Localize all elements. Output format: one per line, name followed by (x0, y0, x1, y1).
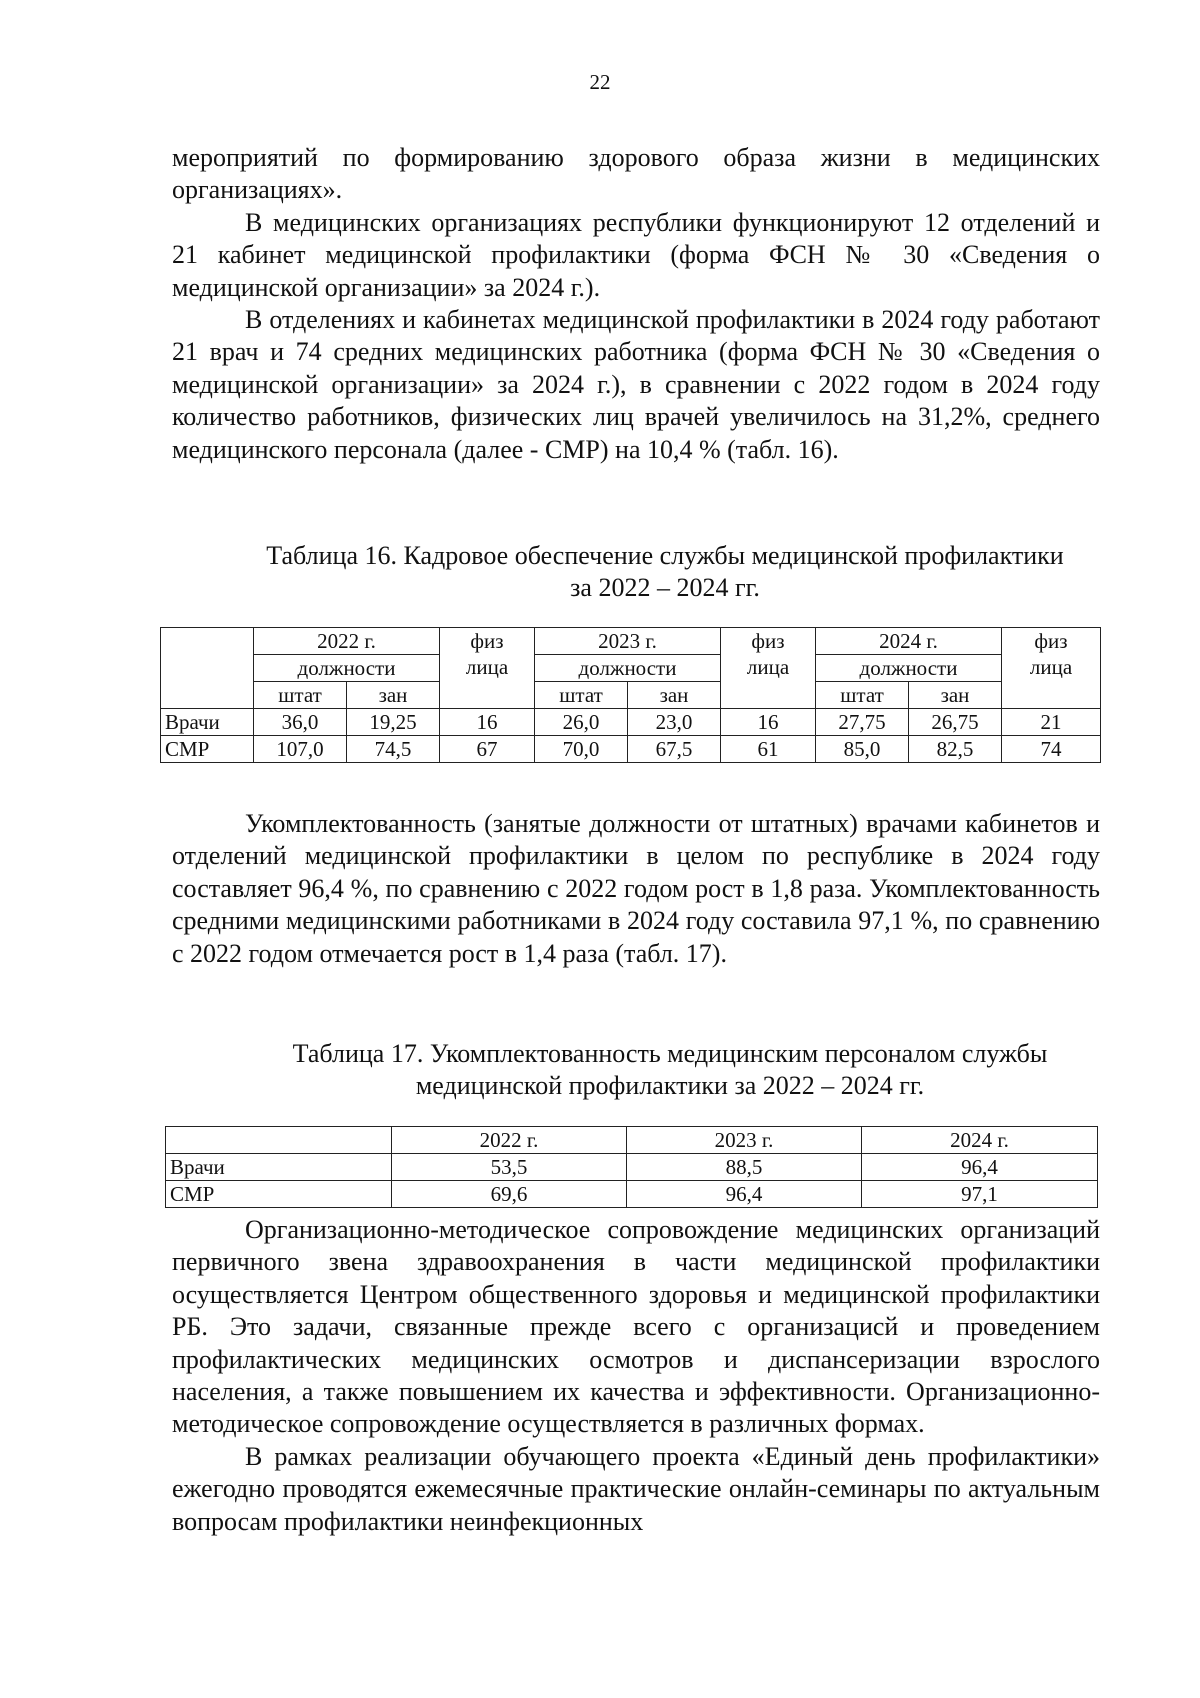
table-row (166, 1181, 1098, 1208)
table-cell: 27,75 (816, 709, 909, 736)
table-cell: 53,5 (392, 1154, 627, 1181)
year-header: 2024 г. (862, 1127, 1098, 1154)
phys-persons-header (721, 628, 816, 709)
table-cell: 26,75 (909, 709, 1002, 736)
table-cell: 97,1 (862, 1181, 1098, 1208)
phys-persons-header (440, 628, 535, 709)
row-label: СМР (161, 736, 254, 763)
table-cell: 88,5 (627, 1154, 862, 1181)
caption-line: Таблица 16. Кадровое обеспечение службы медицинской профилактики (266, 541, 1064, 570)
table-cell: 82,5 (909, 736, 1002, 763)
middle-text (172, 808, 1100, 970)
table-cell: 67,5 (628, 736, 721, 763)
table-cell: 96,4 (862, 1154, 1098, 1181)
paragraph: В медицинских организациях республики функционируют 12 отделений и 21 кабинет медицинской профилактики (форма ФСН № 30 «Сведения о медицинской организации» за 2024 г.). (172, 207, 1100, 302)
staff-header: штат (816, 682, 909, 709)
occupied-header: зан (628, 682, 721, 709)
intro-text (172, 142, 1100, 466)
table17-caption (240, 1038, 1100, 1102)
table16-caption (230, 540, 1100, 604)
positions-header: должности (535, 655, 721, 682)
paragraph: В отделениях и кабинетах медицинской профилактики в 2024 году работают 21 врач и 74 средних медицинских работника (форма ФСН № 30 «Сведения о медицинской организации» за 2024 г.), в сравнении с 2022 годом в 2024 году количество работников, физических лиц врачей увеличилось на 31,2%, среднего медицинского персонала (далее - СМР) на 10,4 % (табл. 16). (172, 305, 1100, 464)
caption-line: Таблица 17. Укомплектованность медицинским персоналом службы (292, 1039, 1048, 1068)
table-cell: 96,4 (627, 1181, 862, 1208)
table-cell: 21 (1002, 709, 1101, 736)
positions-header: должности (816, 655, 1002, 682)
table-cell: 26,0 (535, 709, 628, 736)
staffing-table (160, 627, 1101, 763)
staff-header: штат (535, 682, 628, 709)
paragraph: мероприятий по формированию здорового образа жизни в медицинских организациях». (172, 143, 1100, 205)
paragraph: Организационно-методическое сопровождение медицинских организаций первичного звена здравоохранения в части медицинской профилактики осуществляется Центром общественного здоровья и медицинской профилактики РБ. Это задачи, связанные прежде всего с организацисй и проведением профилактических медицинских осмотров и диспансеризации взрослого населения, а также повышением их качества и эффективности. Организационно-методическое сопровождение осуществляется в различных формах. (172, 1215, 1100, 1439)
phys-persons-header (1002, 628, 1101, 709)
bottom-text (172, 1214, 1100, 1538)
table-cell: 16 (721, 709, 816, 736)
row-label: Врачи (161, 709, 254, 736)
table-row (161, 709, 1101, 736)
row-label: СМР (166, 1181, 392, 1208)
paragraph: В рамках реализации обучающего проекта «Единый день профилактики» ежегодно проводятся ежемесячные практические онлайн-семинары по актуальным вопросам профилактики неинфекционных (172, 1441, 1100, 1536)
table-cell: 85,0 (816, 736, 909, 763)
table-row (161, 736, 1101, 763)
staff-header: штат (254, 682, 347, 709)
year-header: 2024 г. (816, 628, 1002, 655)
corner-cell (161, 628, 254, 709)
caption-line: медицинской профилактики за 2022 – 2024 гг. (415, 1071, 925, 1100)
year-header: 2022 г. (254, 628, 440, 655)
table-cell: 67 (440, 736, 535, 763)
year-header: 2022 г. (392, 1127, 627, 1154)
header-text: физ (1034, 629, 1068, 653)
completeness-table (165, 1126, 1098, 1208)
corner-cell (166, 1127, 392, 1154)
table-cell: 19,25 (347, 709, 440, 736)
table-cell: 61 (721, 736, 816, 763)
year-header: 2023 г. (627, 1127, 862, 1154)
page-number: 22 (589, 70, 611, 94)
header-text: физ (751, 629, 785, 653)
header-text: лица (746, 655, 790, 679)
table-cell: 74 (1002, 736, 1101, 763)
occupied-header: зан (909, 682, 1002, 709)
paragraph: Укомплектованность (занятые должности от штатных) врачами кабинетов и отделений медицинской профилактики в целом по республике в 2024 году составляет 96,4 %, по сравнению с 2022 годом рост в 1,8 раза. Укомплектованность средними медицинскими работниками в 2024 году составила 97,1 %, по сравнению с 2022 годом отмечается рост в 1,4 раза (табл. 17). (172, 809, 1100, 968)
table-cell: 70,0 (535, 736, 628, 763)
header-text: физ (470, 629, 504, 653)
table-cell: 107,0 (254, 736, 347, 763)
table-cell: 16 (440, 709, 535, 736)
table-cell: 23,0 (628, 709, 721, 736)
table-cell: 69,6 (392, 1181, 627, 1208)
table-row (166, 1154, 1098, 1181)
header-text: лица (1029, 655, 1073, 679)
year-header: 2023 г. (535, 628, 721, 655)
row-label: Врачи (166, 1154, 392, 1181)
header-text: лица (465, 655, 509, 679)
caption-line: за 2022 – 2024 гг. (570, 573, 760, 602)
positions-header: должности (254, 655, 440, 682)
occupied-header: зан (347, 682, 440, 709)
table-cell: 74,5 (347, 736, 440, 763)
table-cell: 36,0 (254, 709, 347, 736)
